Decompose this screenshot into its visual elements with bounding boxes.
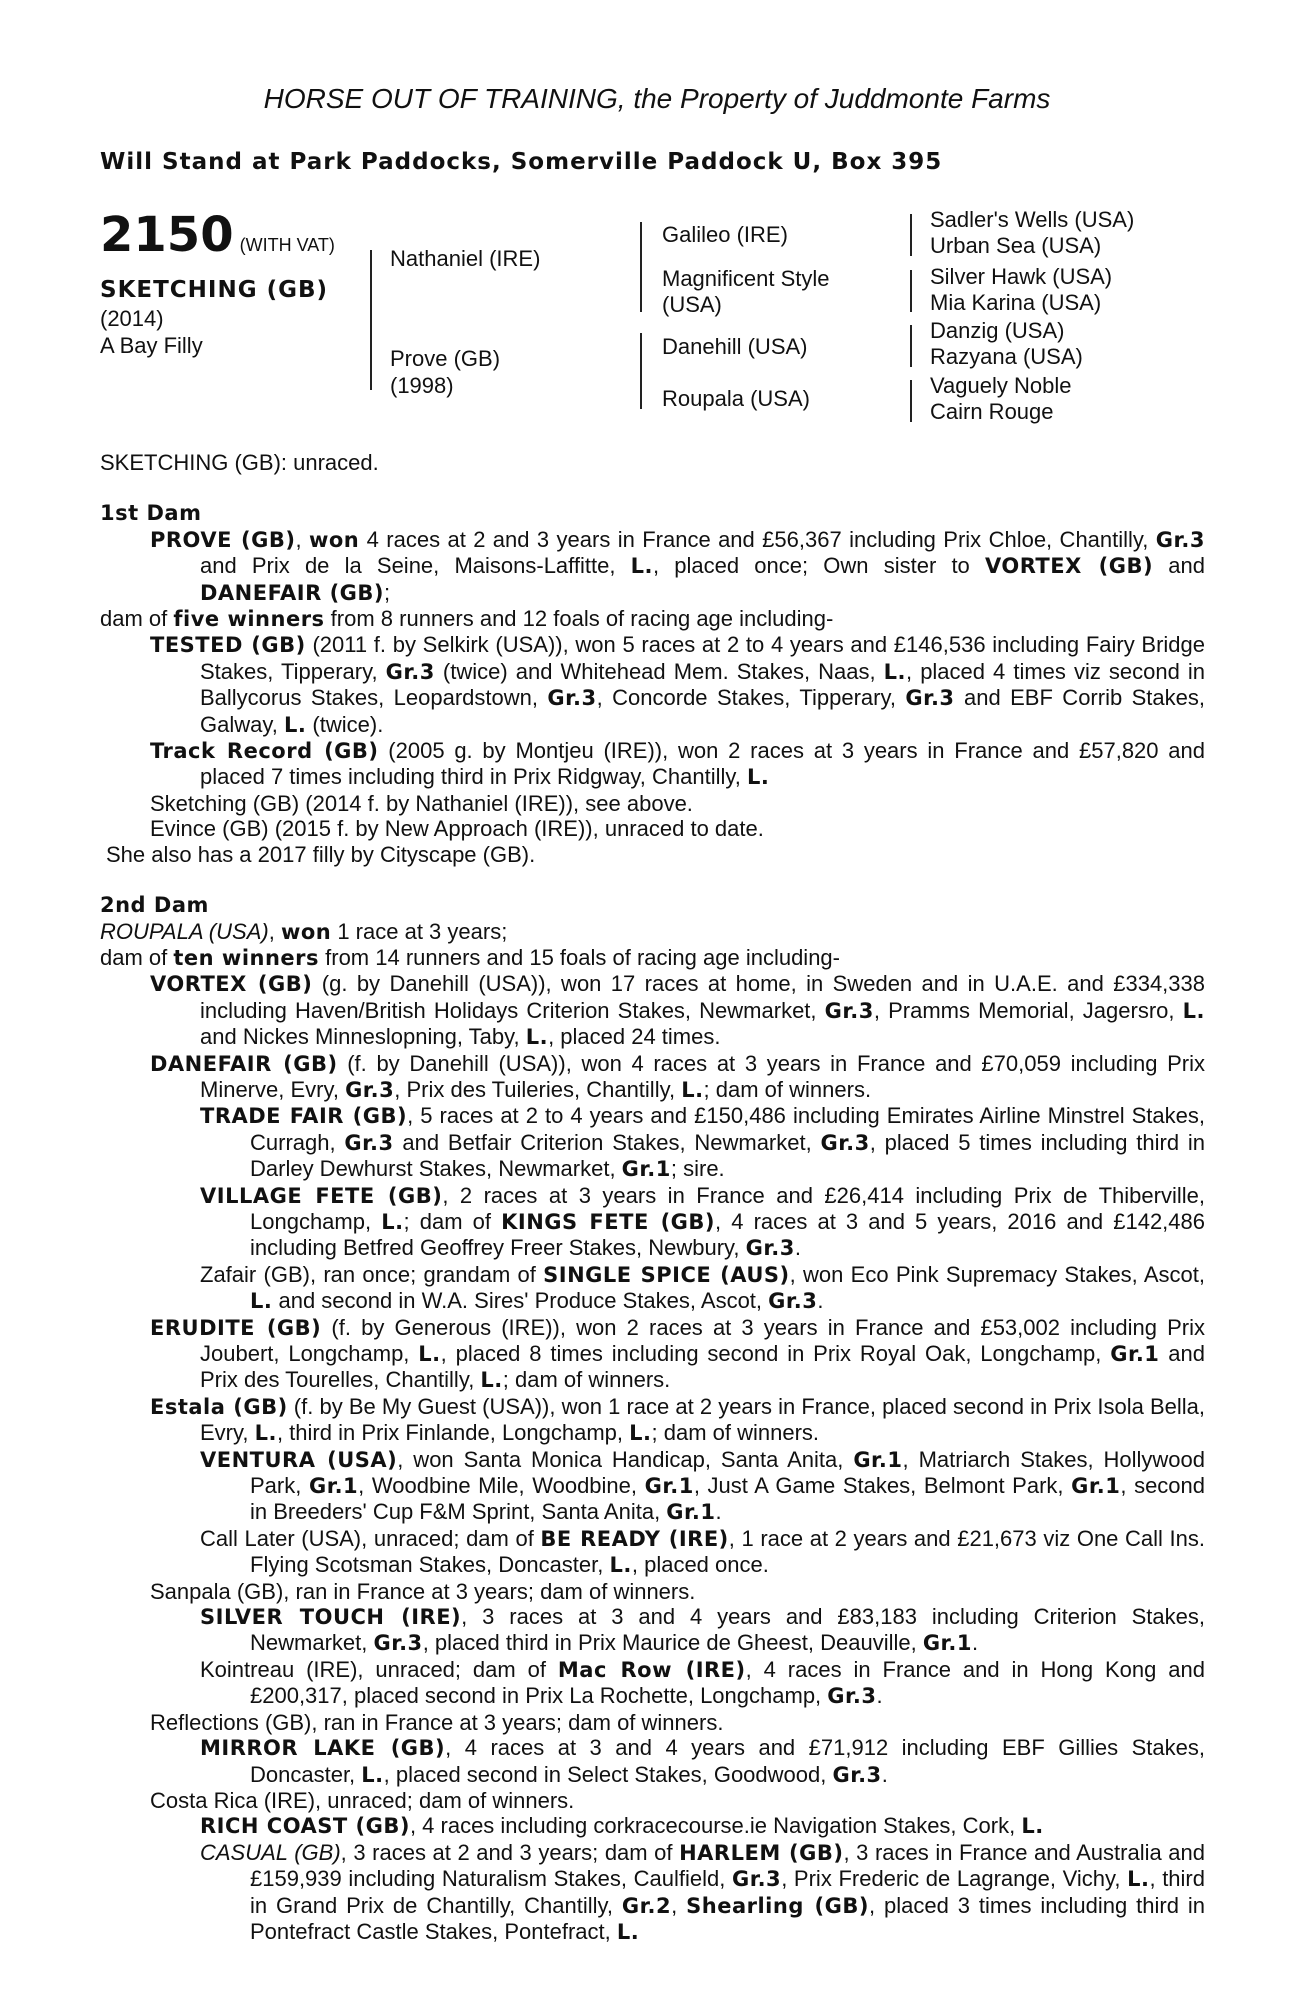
produce-entry [100, 1710, 1205, 1735]
bold-text: TESTED (GB) [150, 633, 306, 658]
bold-text: VORTEX (GB) [150, 972, 313, 997]
text-run: , [295, 526, 309, 552]
pedigree-g3: Silver Hawk (USA) [930, 264, 1113, 289]
text-run: , placed 8 times including second in Prix Royal Oak, Longchamp, [440, 1341, 1111, 1366]
text-run: , Prix Frederic de Lagrange, Vichy, [781, 1866, 1128, 1892]
bold-text: L. [418, 1342, 441, 1366]
bold-text: DANEFAIR (GB) [150, 1051, 338, 1076]
produce-entry [100, 1788, 1205, 1813]
pedigree-sire-dam-origin: (USA) [662, 292, 722, 317]
text-run: , Pramms Memorial, Jagersro, [873, 997, 1183, 1023]
produce-list [100, 632, 1205, 841]
text-run: , 5 races at 2 to 4 years and £150,486 including Emirates Airline Minstrel Stakes, Curragh, [250, 1103, 1205, 1155]
bold-text: PROVE (GB) [150, 527, 296, 552]
bold-text: Gr.3 [373, 1631, 423, 1656]
bold-text: SILVER TOUCH (IRE) [200, 1605, 462, 1630]
text-run: Call Later (USA), unraced; dam of [200, 1525, 541, 1551]
second-dam-list [100, 971, 1205, 1945]
text-run: , 4 races in France and in Hong Kong and £200,317, placed second in Prix La Rochette, Longchamp, [250, 1656, 1205, 1709]
text-run: and Prix de la Seine, Maisons-Laffitte, [200, 553, 631, 579]
text-run: , 3 races in France and Australia and £159,939 including Naturalism Stakes, Caulfield, [250, 1839, 1205, 1892]
text-run: . [794, 1235, 801, 1261]
text-run: , Concorde Stakes, Tipperary, [596, 685, 906, 711]
catalogue-body [100, 450, 1205, 1945]
text-run: , 2 races at 3 years in France and £26,414 including Prix de Thiberville, Longchamp, [250, 1182, 1205, 1234]
pedigree-sire: Nathaniel (IRE) [390, 246, 541, 271]
first-dam-intro [150, 527, 1205, 606]
produce-entry [100, 632, 1205, 738]
bold-text: Gr.3 [827, 1684, 877, 1709]
bold-text: L. [361, 1762, 384, 1787]
pedigree-dam-year: (1998) [390, 373, 454, 398]
text-run: dam of [100, 606, 174, 632]
pedigree-dam: Prove (GB) [390, 346, 501, 371]
pedigree-bracket [910, 214, 912, 256]
bold-text: Gr.1 [922, 1631, 973, 1656]
descendant-entry [100, 1103, 1205, 1182]
horse-description: A Bay Filly [100, 333, 203, 358]
text-run: ; dam of winners. [502, 1367, 671, 1393]
bold-text: Gr.3 [385, 659, 435, 684]
bold-text: ERUDITE (GB) [150, 1315, 322, 1340]
pedigree-bracket [370, 250, 372, 390]
text-run: and second in W.A. Sires' Produce Stakes, Ascot, [272, 1288, 769, 1314]
descendant-entry [100, 1183, 1205, 1262]
bold-text: VILLAGE FETE (GB) [200, 1183, 443, 1208]
bold-text: Estala (GB) [150, 1394, 288, 1419]
bold-text: L. [254, 1421, 277, 1446]
bold-text: Gr.1 [308, 1474, 359, 1499]
bold-text: Gr.3 [344, 1130, 394, 1155]
pedigree-dam-sire: Danehill (USA) [662, 334, 808, 359]
horse-name: SKETCHING (GB) [100, 277, 329, 303]
descendant-entry [100, 1813, 1205, 1839]
first-dam-note: She also has a 2017 filly by Cityscape (GB). [106, 841, 536, 867]
bold-text: L. [609, 1553, 632, 1578]
descendant-entry [100, 1526, 1205, 1579]
pedigree-bracket [640, 333, 642, 409]
pedigree-g8: Cairn Rouge [930, 399, 1054, 424]
bold-text: L. [283, 712, 307, 737]
bold-text: Gr.1 [1071, 1474, 1121, 1499]
text-run: Kointreau (IRE), unraced; dam of [200, 1656, 558, 1682]
bold-text: VORTEX (GB) [984, 554, 1154, 579]
pedigree-g5: Danzig (USA) [930, 318, 1065, 343]
pedigree-g7: Vaguely Noble [930, 373, 1072, 398]
text-run: , placed 5 times including third in Darley Dewhurst Stakes, Newmarket, [250, 1129, 1205, 1182]
pedigree-g4: Mia Karina (USA) [930, 290, 1102, 315]
text-run: . [715, 1499, 722, 1525]
descendant-entry [100, 1735, 1205, 1788]
text-run: Costa Rica (IRE), unraced; dam of winners. [150, 1787, 575, 1813]
text-run: and Betfair Criterion Stakes, Newmarket, [393, 1129, 821, 1155]
text-run: , 4 races including corkracecourse.ie Navigation Stakes, Cork, [409, 1813, 1022, 1839]
bold-text: VENTURA (USA) [200, 1447, 398, 1472]
text-run: , 4 races at 3 and 4 years and £71,912 including EBF Gillies Stakes, Doncaster, [250, 1735, 1205, 1787]
bold-text: Shearling (GB) [686, 1893, 869, 1918]
text-run: . [881, 1761, 888, 1787]
lot-number-value: 2150 [100, 207, 234, 263]
bold-text: SINGLE SPICE (AUS) [543, 1262, 790, 1287]
bold-text: BE READY (IRE) [540, 1526, 729, 1551]
text-run: , placed once; Own sister to [653, 553, 985, 579]
text-run: , third in Grand Prix de Chantilly, Chantilly, [250, 1866, 1205, 1918]
text-run: , Prix des Tuileries, Chantilly, [394, 1076, 682, 1102]
text-run: ; dam of winners. [651, 1420, 820, 1446]
bold-text: MIRROR LAKE (GB) [200, 1736, 446, 1761]
bold-text: Gr.3 [345, 1077, 395, 1102]
bold-text: Gr.1 [666, 1500, 716, 1525]
text-run: ; dam of [403, 1208, 502, 1234]
text-run: and [1153, 553, 1205, 579]
text-run: , placed once. [631, 1552, 769, 1578]
bold-text: Gr.3 [820, 1130, 870, 1155]
second-dam-record [100, 945, 1205, 971]
bold-text: Gr.3 [905, 686, 955, 711]
produce-entry [100, 1315, 1205, 1394]
text-run: , won Santa Monica Handicap, Santa Anita, [397, 1446, 854, 1472]
descendant-entry [100, 1657, 1205, 1710]
pedigree-sire-sire: Galileo (IRE) [662, 222, 788, 247]
bold-text: Mac Row (IRE) [557, 1657, 746, 1682]
bold-text: Gr.1 [621, 1157, 671, 1182]
text-run: , placed second in Select Stakes, Goodwood, [383, 1761, 833, 1787]
bold-text: five winners [173, 607, 325, 632]
second-dam-intro [100, 919, 1205, 945]
pedigree-sire-dam: Magnificent Style [662, 266, 830, 291]
text-run: Evince (GB) (2015 f. by New Approach (IRE)), unraced to date. [150, 816, 764, 842]
bold-text: L. [629, 1421, 652, 1446]
vat-note: (WITH VAT) [239, 235, 335, 255]
lot-number [100, 207, 335, 273]
text-run: (2011 f. by Selkirk (USA)), won 5 races at 2 to 4 years and £146,536 including Fairy Bridge Stakes, Tipperary, [200, 632, 1206, 684]
text-run: (f. by Danehill (USA)), won 4 races at 3 years in France and £70,059 including Prix Minerve, Evry, [200, 1050, 1205, 1102]
first-dam-heading: 1st Dam [100, 501, 202, 526]
bold-text: Gr.2 [621, 1893, 672, 1918]
bold-text: L. [381, 1209, 404, 1234]
descendant-entry [100, 1262, 1205, 1315]
text-run: from 14 runners and 15 foals of racing age including- [319, 944, 840, 970]
text-run: and EBF Corrib Stakes, Galway, [200, 685, 1205, 737]
descendant-entry [100, 1604, 1205, 1657]
bold-text: Gr.3 [824, 998, 874, 1023]
pedigree-bracket [910, 270, 912, 312]
text-run: , won Eco Pink Supremacy Stakes, Ascot, [789, 1261, 1205, 1287]
italic-text: ROUPALA (USA) [100, 918, 269, 944]
bold-text: RICH COAST (GB) [200, 1814, 410, 1839]
text-run: Sanpala (GB), ran in France at 3 years; dam of winners. [150, 1578, 696, 1604]
produce-entry [100, 1051, 1205, 1104]
bold-text: KINGS FETE (GB) [501, 1209, 716, 1234]
italic-text: CASUAL (GB) [200, 1839, 341, 1865]
text-run: , [268, 918, 281, 944]
text-run: Reflections (GB), ran in France at 3 years; dam of winners. [150, 1709, 724, 1735]
text-run: and Prix des Tourelles, Chantilly, [200, 1341, 1205, 1393]
text-run: , 3 races at 2 and 3 years; dam of [340, 1839, 680, 1865]
bold-text: Gr.3 [547, 686, 597, 711]
text-run: , 4 races at 3 and 5 years, 2016 and £142,486 including Betfred Geoffrey Freer Stakes, Newbury, [250, 1208, 1206, 1261]
text-run: , third in Prix Finlande, Longchamp, [276, 1420, 630, 1446]
produce-entry [100, 1579, 1205, 1604]
bold-text: Gr.3 [1155, 527, 1205, 552]
bold-text: L. [616, 1919, 640, 1944]
pedigree-bracket [910, 325, 912, 367]
text-run: (f. by Be My Guest (USA)), won 1 race at 2 years in France, placed second in Prix Isola Bella, Evry, [200, 1393, 1205, 1446]
text-run: , placed third in Prix Maurice de Gheest, Deauville, [422, 1630, 923, 1656]
bold-text: L. [681, 1077, 704, 1102]
text-run: Sketching (GB) (2014 f. by Nathaniel (IRE)), see above. [150, 790, 693, 816]
text-run: , placed 24 times. [548, 1024, 721, 1050]
text-run: (f. by Generous (IRE)), won 2 races at 3 years in France and £53,002 including Prix Joubert, Longchamp, [200, 1314, 1205, 1366]
pedigree-bracket [910, 380, 912, 422]
text-run: and Nickes Minneslopning, Taby, [200, 1024, 526, 1050]
produce-entry [100, 816, 1205, 841]
text-run: Zafair (GB), ran once; grandam of [200, 1261, 544, 1287]
bold-text: Track Record (GB) [150, 739, 379, 764]
text-run: , Just A Game Stakes, Belmont Park, [693, 1473, 1072, 1499]
text-run: from 8 runners and 12 foals of racing age including- [324, 606, 834, 632]
pedigree-g1: Sadler's Wells (USA) [930, 207, 1135, 232]
text-run: , Woodbine Mile, Woodbine, [358, 1473, 645, 1499]
bold-text: won [280, 919, 332, 944]
text-run: . [817, 1288, 824, 1314]
text-run: 4 races at 2 and 3 years in France and £56,367 including Prix Chloe, Chantilly, [359, 526, 1156, 552]
text-run: (twice). [306, 711, 384, 737]
bold-text: Gr.1 [853, 1447, 903, 1472]
bold-text: Gr.3 [731, 1867, 782, 1892]
bold-text: Gr.3 [745, 1236, 795, 1261]
sale-location: Will Stand at Park Paddocks, Somerville Paddock U, Box 395 [100, 149, 943, 175]
bold-text: HARLEM (GB) [679, 1840, 844, 1865]
bold-text: Gr.1 [1110, 1342, 1160, 1366]
pedigree-bracket [640, 222, 642, 312]
text-run: ; [384, 579, 391, 605]
pedigree-g2: Urban Sea (USA) [930, 233, 1102, 258]
pedigree-dam-dam: Roupala (USA) [662, 386, 810, 411]
pedigree-g6: Razyana (USA) [930, 344, 1083, 369]
produce-entry [100, 971, 1205, 1050]
bold-text: L. [630, 554, 653, 579]
text-run: , 3 races at 3 and 4 years and £83,183 including Criterion Stakes, Newmarket, [250, 1604, 1205, 1656]
text-run: , Matriarch Stakes, Hollywood Park, [250, 1446, 1205, 1499]
bold-text: ten winners [173, 945, 320, 970]
bold-text: Gr.3 [768, 1289, 818, 1314]
bold-text: L. [883, 659, 907, 684]
text-run: (g. by Danehill (USA)), won 17 races at home, in Sweden and in U.A.E. and £334,338 including Haven/British Holidays Criterion Stakes, Newmarket, [200, 971, 1205, 1023]
horse-year: (2014) [100, 306, 164, 331]
text-run: , placed 3 times including third in Pontefract Castle Stakes, Pontefract, [250, 1892, 1205, 1944]
produce-entry [100, 791, 1205, 816]
text-run: (2005 g. by Montjeu (IRE)), won 2 races at 3 years in France and £57,820 and placed 7 times including third in Prix Ridgway, Chantilly, [200, 738, 1205, 790]
text-run: ; dam of winners. [703, 1076, 872, 1102]
text-run: , [671, 1892, 687, 1918]
produce-entry [100, 1394, 1205, 1447]
first-dam-record [100, 606, 1205, 632]
bold-text: L. [1127, 1867, 1150, 1892]
bold-text: L. [746, 765, 770, 790]
race-summary: SKETCHING (GB): unraced. [100, 450, 379, 475]
descendant-entry [100, 1447, 1205, 1526]
bold-text: TRADE FAIR (GB) [200, 1104, 408, 1129]
text-run: 1 race at 3 years; [331, 918, 508, 944]
bold-text: L. [1021, 1814, 1044, 1839]
text-run: , second in Breeders' Cup F&M Sprint, Santa Anita, [250, 1473, 1206, 1525]
bold-text: L. [250, 1289, 273, 1314]
descendant-entry [100, 1840, 1205, 1946]
text-run: , 1 race at 2 years and £21,673 viz One Call Ins. Flying Scotsman Stakes, Doncaster, [250, 1525, 1205, 1578]
bold-text: L. [480, 1368, 503, 1393]
bold-text: L. [1182, 998, 1205, 1023]
page-title: HORSE OUT OF TRAINING, the Property of Juddmonte Farms [263, 83, 1051, 114]
text-run: (twice) and Whitehead Mem. Stakes, Naas, [434, 658, 884, 684]
bold-text: DANEFAIR (GB) [200, 580, 385, 605]
bold-text: won [308, 527, 360, 552]
bold-text: Gr.1 [644, 1474, 694, 1499]
text-run: . [972, 1630, 979, 1656]
text-run: dam of [100, 944, 174, 970]
bold-text: Gr.3 [832, 1762, 882, 1787]
text-run: . [876, 1683, 883, 1709]
second-dam-heading: 2nd Dam [100, 893, 209, 918]
bold-text: L. [525, 1025, 549, 1050]
produce-entry [100, 738, 1205, 791]
text-run: ; sire. [670, 1156, 725, 1182]
text-run: , placed 4 times viz second in Ballycorus Stakes, Leopardstown, [200, 658, 1205, 711]
